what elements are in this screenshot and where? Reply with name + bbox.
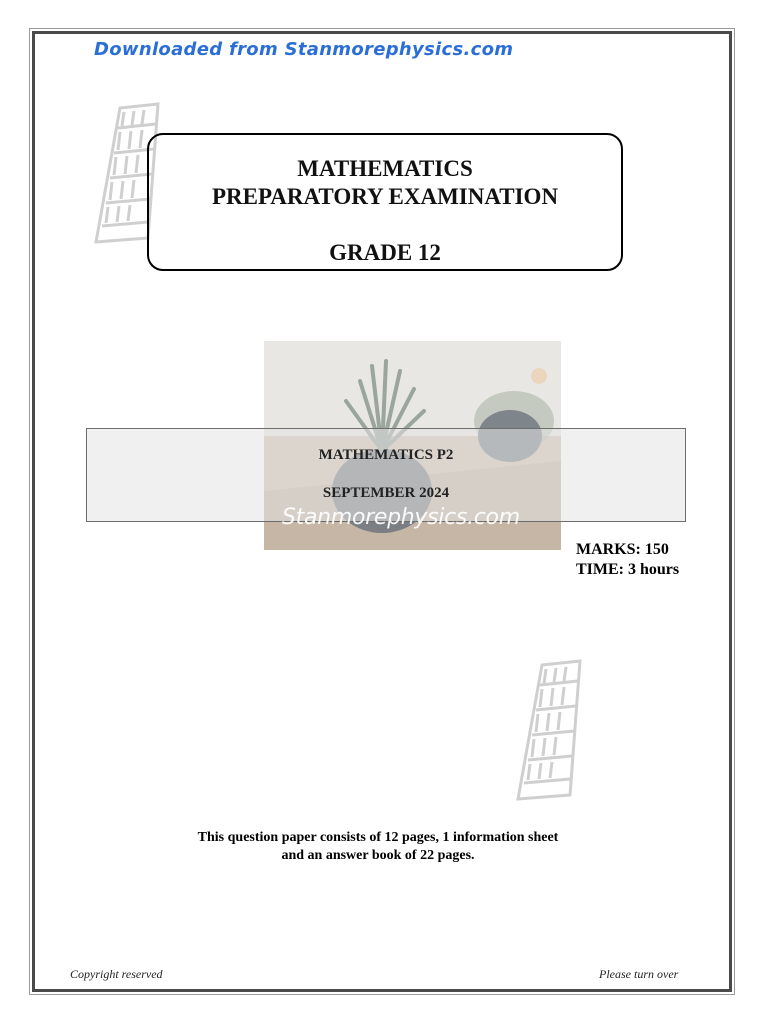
info-line-2: and an answer book of 22 pages. (281, 848, 475, 863)
title-subject: MATHEMATICS (297, 156, 473, 181)
footer-turn-over: Please turn over (599, 967, 679, 981)
footer-copyright: Copyright reserved (70, 967, 163, 981)
leaning-tower-icon (512, 655, 594, 803)
marks-value: MARKS: 150 (576, 541, 669, 558)
time-value: TIME: 3 hours (576, 561, 680, 578)
paper-subject: MATHEMATICS P2 (318, 447, 454, 463)
title-exam: PREPARATORY EXAMINATION (211, 184, 559, 209)
title-grade: GRADE 12 (329, 240, 441, 265)
download-source-link[interactable]: Downloaded from Stanmorephysics.com (94, 39, 514, 60)
marks-time-block (576, 540, 679, 580)
paper-date: SEPTEMBER 2024 (322, 485, 450, 501)
watermark-text: Stanmorephysics.com (282, 505, 520, 530)
info-line-1: This question paper consists of 12 pages, 1 information sheet (197, 830, 559, 845)
